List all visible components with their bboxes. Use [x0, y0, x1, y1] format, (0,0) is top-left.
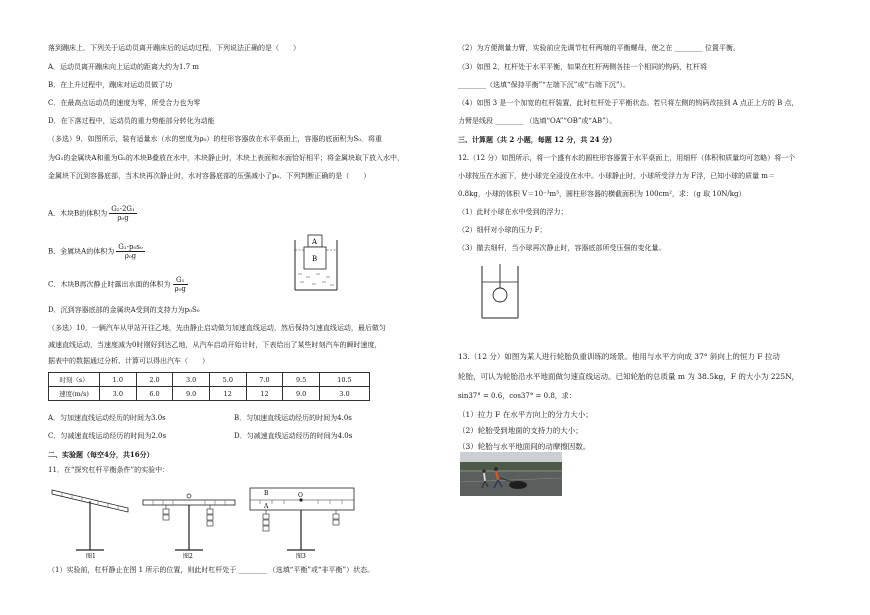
lever-figures: [48, 478, 410, 560]
q12-part1: （1）此时小球在水中受到的浮力；: [458, 208, 568, 216]
q9-option-d: D．沉到容器底部的金属块A受到的支持力为p₀S₀: [48, 306, 200, 314]
container-figure: [292, 232, 342, 294]
q9-option-a: A．木块B的体积为 $\frac{\text{G₂-2G₁}}{\text{ρ₀g}}$: [48, 205, 135, 222]
fig3-label-a: A: [264, 503, 269, 510]
lever-figure-3: [250, 488, 354, 560]
block-a-label: A: [312, 238, 318, 246]
q9-option-c: C．木块B再次静止时露出水面的体积为 $\frac{\text{G₁}}{\text{ρ₀g}}$: [48, 276, 186, 293]
table-cell: 速度(m/s): [49, 387, 100, 401]
table-cell: 3.0: [100, 387, 137, 401]
q13-stem-line3: sin37° = 0.6，cos37° = 0.8，求：: [458, 392, 576, 400]
q9-stem-line1: （多选）9．如图所示，装有适量水（水的密度为ρ₀）的柱形容器放在水平桌面上，容器的底面积为S₀．将重: [48, 135, 382, 143]
q11-part3-line1: （3）如图 2，杠杆处于水平平衡，如果在杠杆两侧各挂一个相同的钩码，杠杆将: [458, 63, 708, 71]
lever-figure-1: [52, 490, 128, 560]
ball: [493, 288, 507, 302]
fig3-label-b: B: [264, 490, 269, 497]
table-cell: 9.0: [283, 387, 320, 401]
section-3-heading: 三、计算题（共 2 小题，每题 12 分，共 24 分）: [458, 135, 616, 144]
table-cell: 5.0: [209, 373, 246, 387]
q13-stem-line2: 轮胎，可认为轮胎沿水平地面做匀速直线运动。已知轮胎的总质量 m 为 38.5kg，F 的大小为 225N，: [458, 372, 800, 381]
q9-stem-line3: 金属块下沉到容器底部，当木块再次静止时，水对容器底部的压强减小了p₀．下列判断正确的是（ ）: [48, 172, 371, 180]
table-cell: 3.0: [319, 387, 369, 401]
q10-data-table: [48, 372, 370, 401]
q13-part2: （2）轮胎受到地面的支持力的大小；: [458, 426, 583, 435]
lever-figure-2: [143, 494, 235, 560]
table-cell: 时刻（s）: [49, 373, 100, 387]
block-b-label: B: [312, 255, 318, 263]
q11-stem: 11．在“探究杠杆平衡条件”的实验中：: [48, 466, 170, 474]
q10-stem-line2: 减速直线运动，当速度减为0时刚好到达乙地，从汽车启动开始计时，下表给出了某些时刻汽车的瞬时速度，: [48, 341, 382, 349]
fig2-caption: 图2: [183, 553, 193, 560]
q11-part3-line2: ________（选填“保持平衡”“左端下沉”或“右端下沉”）。: [458, 81, 630, 89]
table-cell: 12: [209, 387, 246, 401]
q9-option-b: B．金属块A的体积为 $\frac{\text{G₁-p₀s₀}}{\text{ρ₀g}}$: [48, 243, 143, 260]
q8-option-a: A．运动员离开蹦床向上运动的距离大约为1.7 m: [48, 63, 200, 71]
q10-option-d: D．匀减速直线运动经历的时间为4.0s: [234, 432, 353, 440]
q8-stem-end: 落到蹦床上．下列关于运动员离开蹦床后的运动过程，下列说法正确的是（ ）: [48, 44, 300, 52]
q10-option-a: A．匀加速直线运动经历的时间为3.0s: [48, 414, 166, 422]
fig3-caption: 图3: [296, 553, 306, 560]
table-cell: 2.0: [136, 373, 173, 387]
q12-stem-line3: 0.8kg，小球的体积 V＝10⁻³m³，圆柱形容器的横截面积为 100cm²，求：（g 取 10N/kg）: [458, 190, 746, 198]
q11-part4-line2: 力臂是线段 ________ （选填“OA”“OB”或“AB”）。: [458, 117, 617, 125]
section-2-heading: 二、实验题（每空4分，共16分）: [48, 450, 154, 459]
table-row: [49, 387, 370, 401]
table-cell: 7.0: [246, 373, 283, 387]
q10-stem-line1: （多选）10．一辆汽车从甲站开往乙地，先由静止启动做匀加速直线运动，然后保持匀速直线运动，最后做匀: [48, 324, 386, 332]
q11-part2: （2）为方便测量力臂，实验前应先调节杠杆两端的平衡螺母，使之在 ________ 位置平衡。: [458, 44, 740, 52]
table-cell: 12: [246, 387, 283, 401]
q12-stem-line1: 12.（12 分）如图所示，将一个盛有水的圆柱形容器置于水平桌面上，用细杆（体积和质量均可忽略）将一个: [458, 154, 796, 162]
table-cell: 9.0: [173, 387, 210, 401]
q13-part3: （3）轮胎与水平地面间的动摩擦因数。: [458, 442, 591, 451]
q12-stem-line2: 小球按压在水面下，使小球完全浸没在水中。小球静止时，小球所受浮力为 F浮，已知小球的质量 m＝: [458, 172, 775, 180]
tire-training-photo: [460, 452, 562, 496]
table-row: [49, 373, 370, 387]
ball-container-figure: [478, 262, 524, 322]
q8-option-b: B．在上升过程中，蹦床对运动员做了功: [48, 81, 173, 89]
q10-option-c: C．匀减速直线运动经历的时间为2.0s: [48, 432, 167, 440]
q10-stem-line3: 据表中的数据通过分析、计算可以得出汽车（ ）: [48, 357, 209, 365]
table-cell: 10.5: [319, 373, 369, 387]
table-cell: 6.0: [136, 387, 173, 401]
q13-part1: （1）拉力 F 在水平方向上的分力大小；: [458, 410, 593, 419]
q8-option-c: C．在最高点运动员的速度为零，所受合力也为零: [48, 99, 201, 107]
q13-stem-line1: 13.（12 分）如图为某人进行轮胎负重训练的场景。他用与水平方向成 37° 斜向上的恒力 F 拉动: [458, 352, 780, 361]
q12-part2: （2）细杆对小球的压力 F；: [458, 226, 547, 234]
q11-part1: （1）实验前，杠杆静止在图 1 所示的位置，则此时杠杆处于 ________ （选填“平衡”或“非平衡”）状态。: [48, 566, 375, 574]
q10-option-b: B．匀加速直线运动经历的时间为4.0s: [234, 414, 352, 422]
table-cell: 1.0: [100, 373, 137, 387]
q11-part4-line1: （4）如图 3 是一个加宽的杠杆装置，此时杠杆处于平衡状态。若只将左侧的钩码改挂到 A 点正上方的 B 点，: [458, 99, 799, 107]
q12-part3: （3）撤去细杆，当小球再次静止时，容器底部所受压强的变化量。: [458, 244, 666, 252]
q9-stem-line2: 为G₁的金属块A和重为G₂的木块B叠放在水中，木块静止时，木块上表面和水面恰好相平；将金属块取下放入水中，: [48, 154, 404, 162]
fig1-caption: 图1: [86, 553, 96, 560]
table-cell: 9.5: [283, 373, 320, 387]
q8-option-d: D．在下落过程中，运动员的重力势能部分转化为动能: [48, 117, 215, 125]
fig3-label-o: O: [298, 492, 303, 499]
table-cell: 3.0: [173, 373, 210, 387]
